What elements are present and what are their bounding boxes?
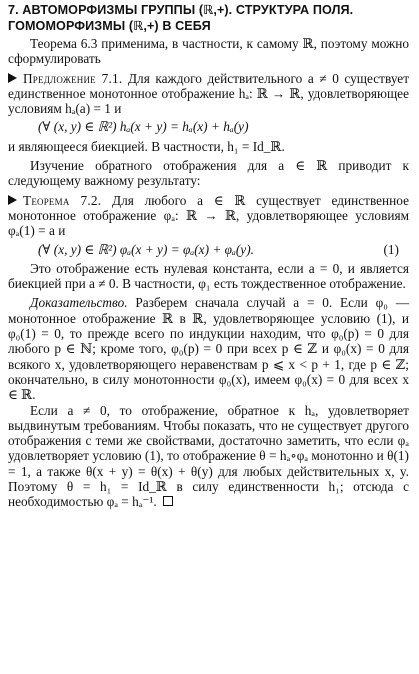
proof-paragraph-1 bbox=[8, 295, 409, 402]
proposition-label: Предложение 7.1. bbox=[23, 70, 123, 86]
proposition-formula: (∀ (x, y) ∈ ℝ²) hₐ(x + y) = hₐ(x) + hₐ(y) bbox=[38, 119, 249, 135]
proof-label: Доказательство. bbox=[30, 295, 128, 311]
section-heading-line1: 7. АВТОМОРФИЗМЫ ГРУППЫ (ℝ,+). СТРУКТУРА ПОЛЯ. bbox=[8, 3, 354, 17]
theorem-formula bbox=[8, 242, 409, 257]
intro-paragraph: Теорема 6.3 применима, в частности, к самому ℝ, поэтому можно сформулировать bbox=[8, 36, 409, 67]
proposition-text: Для каждого действительного a ≠ 0 существует единственное монотонное отображение hₐ: ℝ → ℝ, удовлетворяющее условиям hₐ(a) = 1 и bbox=[8, 70, 410, 117]
proposition-7-1 bbox=[8, 71, 409, 117]
theorem-text: Для любого a ∈ ℝ существует единственное монотонное отображение φₐ: ℝ → ℝ, удовлетворяющее условиям φₐ(1) = a и bbox=[8, 192, 409, 239]
theorem-label: Теорема 7.2. bbox=[23, 192, 102, 208]
section-heading-line2: ГОМОМОРФИЗМЫ (ℝ,+) В СЕБЯ bbox=[8, 19, 211, 33]
section-heading bbox=[8, 2, 409, 34]
proof-part1: Разберем сначала случай a = 0. Если φ₀ — монотонное отображение ℝ в ℝ, удовлетворяющее условию (1), и φ₀(1) = 0, то прежде всего по индукции находим, что φ₀(p) = 0 для любого p ∈ ℕ; кроме того, φ₀(p) = 0 при всех p ∈ ℤ и φ₀(x) = 0 для всякого x, удовлетворяющего неравенствам p ⩽ x < p + 1, где p ∈ ℤ; окончательно, в силу монотонности φ₀(x), имеем φ₀(x) = 0 для всех x ∈ ℝ. bbox=[8, 295, 409, 403]
proof-part2: Если a ≠ 0, то отображение, обратное к hₐ, удовлетворяет выдвинутым требованиям. Чтобы показать, что не существует другого отображения с теми же свойствами, достаточно заметить, что если φₐ удовлетворяет условию (1), то отображение θ = hₐ∘φₐ монотонно и θ(1) = 1, а также θ(x + y) = θ(x) + θ(y) для любых действительных x, y. Поэтому θ = h₁ = Id_ℝ в силу единственности h₁; отсюда с необходимостью φₐ = hₐ⁻¹. bbox=[8, 402, 409, 510]
marker-triangle-icon bbox=[8, 73, 17, 83]
theorem-7-2 bbox=[8, 193, 409, 239]
study-paragraph: Изучение обратного отображения для a ∈ ℝ приводит к следующему важному результату: bbox=[8, 158, 409, 189]
theorem-formula-body: (∀ (x, y) ∈ ℝ²) φₐ(x + y) = φₐ(x) + φₐ(y). bbox=[38, 241, 254, 257]
marker-triangle-icon bbox=[8, 195, 17, 205]
proof-paragraph-2 bbox=[8, 403, 409, 510]
equation-number: (1) bbox=[383, 241, 399, 257]
qed-square-icon bbox=[163, 496, 173, 506]
remark-paragraph: Это отображение есть нулевая константа, если a = 0, и является биекцией при a ≠ 0. В частности, φ₁ есть тождественное отображение. bbox=[8, 260, 409, 292]
proposition-conclusion: и являющееся биекцией. В частности, h₁ = Id_ℝ. bbox=[8, 138, 285, 154]
